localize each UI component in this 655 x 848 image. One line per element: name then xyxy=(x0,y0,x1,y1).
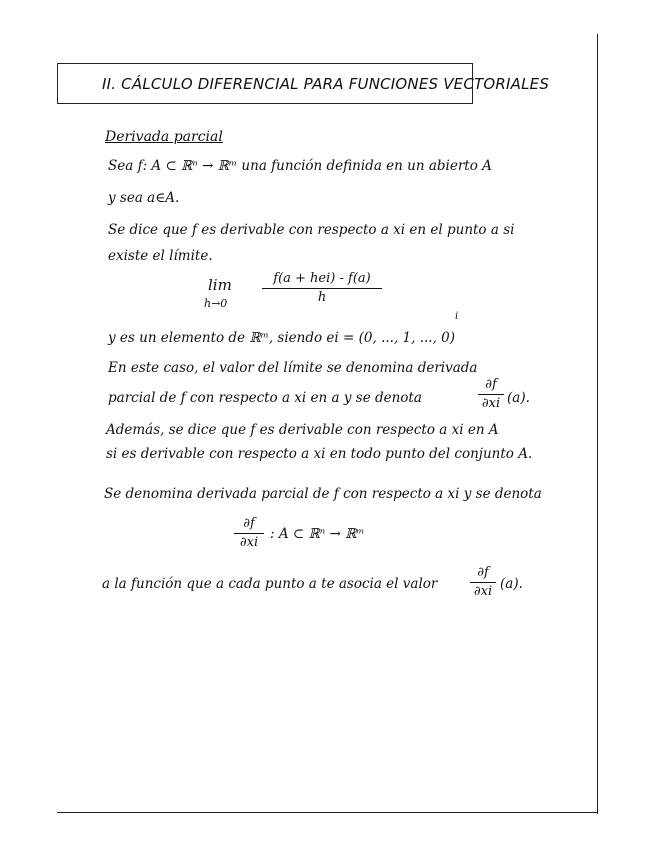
partial-denominator-1: ∂xi xyxy=(481,396,501,412)
limit-symbol: lim xyxy=(208,276,232,294)
text-line-2: y sea a∈A. xyxy=(108,190,180,206)
index-label: i xyxy=(455,311,459,322)
text-line-3: Se dice que f es derivable con respecto a xi en el punto a si xyxy=(108,222,515,238)
page-edge-bottom xyxy=(57,812,598,813)
text-line-8: Además, se dice que f es derivable con respecto a xi en A xyxy=(106,422,499,438)
text-line-4: existe el límite. xyxy=(108,248,213,264)
partial-numerator-3: ∂f xyxy=(477,565,489,580)
text-line-6: En este caso, el valor del límite se denomina derivada xyxy=(108,360,478,376)
text-line-5: y es un elemento de ℝᵐ, siendo ei = (0, ..., 1, ..., 0) xyxy=(108,330,456,346)
text-line-7: parcial de f con respecto a xi en a y se denota xyxy=(108,390,422,406)
partial-denominator-2: ∂xi xyxy=(239,535,259,551)
partial-bar-2 xyxy=(234,533,264,534)
partial-bar-3 xyxy=(470,582,496,583)
limit-subscript: h→0 xyxy=(204,297,228,310)
partial-derivative-2 xyxy=(234,517,264,551)
text-line-11-tail: : A ⊂ ℝⁿ → ℝᵐ xyxy=(270,526,365,542)
chapter-title-box xyxy=(57,63,550,104)
limit-fraction xyxy=(262,272,382,306)
text-line-12: a la función que a cada punto a te asocia el valor xyxy=(102,576,438,592)
text-line-9: si es derivable con respecto a xi en todo punto del conjunto A. xyxy=(106,446,533,462)
section-title: Derivada parcial xyxy=(105,129,223,145)
partial-numerator-2: ∂f xyxy=(243,516,255,531)
partial-bar-1 xyxy=(478,394,504,395)
text-line-7-tail: (a). xyxy=(507,390,530,406)
text-line-1: Sea f: A ⊂ ℝⁿ → ℝᵐ una función definida en un abierto A xyxy=(108,158,492,174)
partial-denominator-3: ∂xi xyxy=(473,584,493,600)
partial-derivative-1 xyxy=(478,378,504,412)
text-line-10: Se denomina derivada parcial de f con respecto a xi y se denota xyxy=(104,486,542,502)
page-edge-right xyxy=(597,34,598,814)
limit-denominator: h xyxy=(317,290,327,306)
partial-numerator-1: ∂f xyxy=(485,377,497,392)
partial-derivative-3 xyxy=(470,566,496,600)
chapter-title: II. CÁLCULO DIFERENCIAL PARA FUNCIONES VECTORIALES xyxy=(102,75,550,93)
text-line-12-tail: (a). xyxy=(500,576,523,592)
fraction-bar xyxy=(262,288,382,289)
limit-numerator: f(a + hei) - f(a) xyxy=(273,271,371,286)
